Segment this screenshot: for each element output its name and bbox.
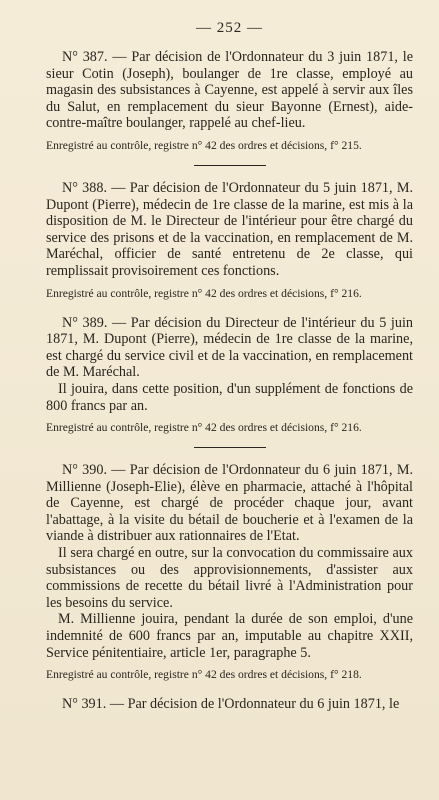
registration-note: Enregistré au contrôle, registre n° 42 des ordres et décisions, f° 216.: [46, 421, 362, 435]
entry-gap: [46, 301, 413, 315]
decision-entry-387: [46, 49, 413, 153]
decision-entry-388: [46, 180, 413, 301]
decision-paragraph: Il sera chargé en outre, sur la convocation du commissaire aux subsistances ou des approvisionnements, d'assister aux commissions de recette du bétail livré à l'Administration pour les besoins du service.: [46, 545, 413, 611]
separator-rule: [194, 447, 266, 448]
decision-paragraph: M. Millienne jouira, pendant la durée de son emploi, d'une indemnité de 600 francs par an, imputable au chapitre XXII, Service pénitentiaire, article 1er, paragraphe 5.: [46, 611, 413, 661]
entry-gap: [46, 682, 413, 696]
decision-paragraph: N° 388. — Par décision de l'Ordonnateur du 5 juin 1871, M. Dupont (Pierre), médecin de 1re classe de la marine, est mis à la disposition de M. le Directeur de l'intérieur pour être chargé du service des prisons et de la vaccination, en remplacement de M. Maréchal, officier de santé entretenu de 2e classe, qui remplissait provisoirement ces fonctions.: [46, 179, 413, 279]
page-number: — 252 —: [196, 20, 263, 36]
registration-note: Enregistré au contrôle, registre n° 42 des ordres et décisions, f° 215.: [46, 138, 362, 152]
decision-paragraph: Il jouira, dans cette position, d'un supplément de fonctions de 800 francs par an.: [46, 380, 413, 414]
decision-entry-390: [46, 462, 413, 682]
decision-paragraph: N° 391. — Par décision de l'Ordonnateur du 6 juin 1871, le: [62, 696, 400, 713]
registration-note: Enregistré au contrôle, registre n° 42 des ordres et décisions, f° 218.: [46, 668, 362, 682]
decision-paragraph: N° 390. — Par décision de l'Ordonnateur du 6 juin 1871, M. Millienne (Joseph-Elie), élève en pharmacie, attaché à l'hôpital de Cayenne, est chargé de procéder chaque jour, avant l'abattage, à la visite du bétail de boucherie et à l'examen de la viande à distribuer aux rationnaires de l'Etat.: [46, 462, 413, 545]
decision-entry-391: [46, 696, 413, 713]
decision-paragraph: N° 387. — Par décision de l'Ordonnateur du 3 juin 1871, le sieur Cotin (Joseph), boulanger de 1re classe, employé au magasin des subsistances à Cayenne, est appelé à servir aux îles du Salut, en remplacement du sieur Bayonne (Ernest), aide-contre-maître boulanger, rappelé au chef-lieu.: [46, 49, 413, 132]
decision-paragraph: N° 389. — Par décision du Directeur de l'intérieur du 5 juin 1871, M. Dupont (Pierre), médecin de 1re classe de la marine, est chargé du service civil et de la vaccination, en remplacement de M. Maréchal.: [46, 314, 413, 381]
registration-note: Enregistré au contrôle, registre n° 42 des ordres et décisions, f° 216.: [46, 286, 362, 300]
separator-rule: [194, 165, 266, 166]
decision-entry-389: [46, 315, 413, 436]
